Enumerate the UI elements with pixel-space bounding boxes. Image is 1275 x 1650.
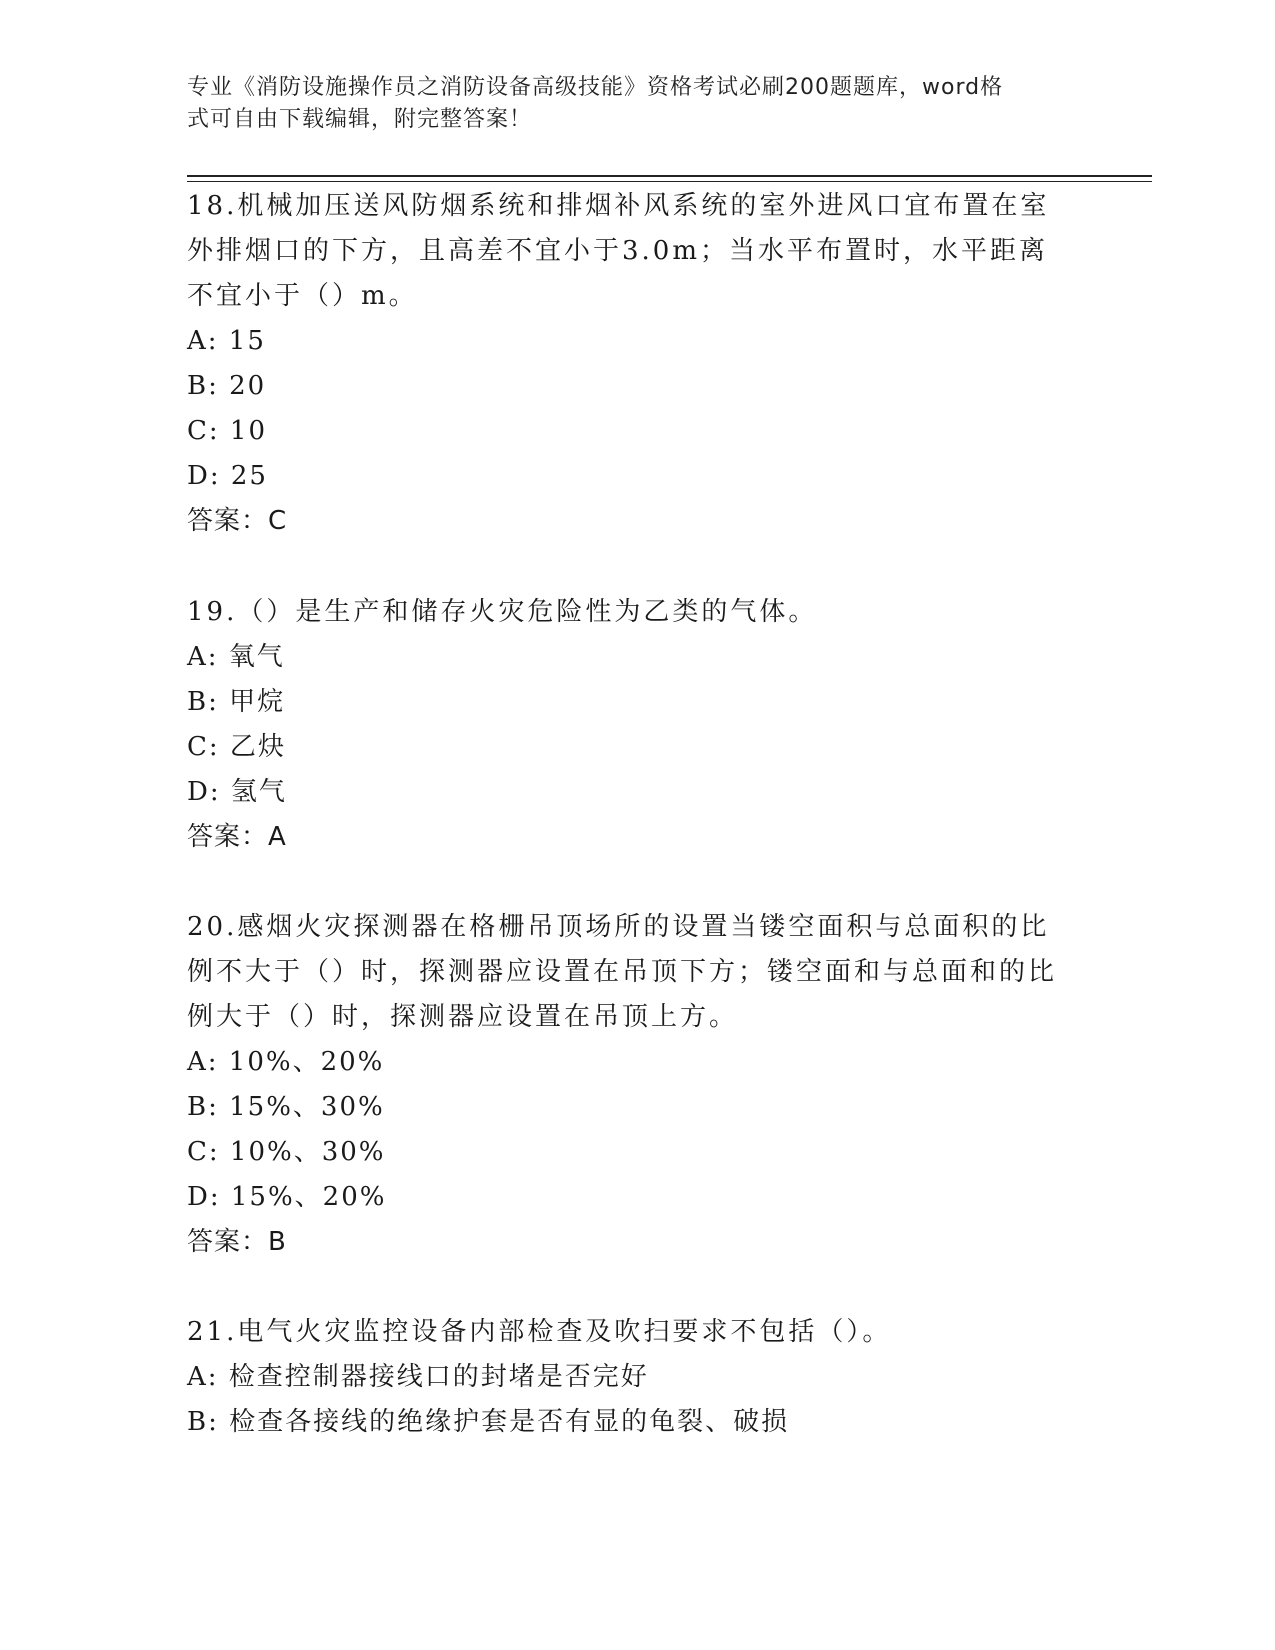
question-stem: 20.感烟火灾探测器在格栅吊顶场所的设置当镂空面积与总面积的比例不大于（）时，探测器应设置在吊顶下方；镂空面和与总面和的比例大于（）时，探测器应设置在吊顶上方。 bbox=[187, 912, 1058, 1032]
option-b: B: 甲烷 bbox=[187, 687, 286, 717]
option-d: D: 15%、20% bbox=[187, 1182, 387, 1212]
option-b: B: 20 bbox=[187, 371, 267, 401]
question-20 bbox=[187, 905, 1067, 1265]
option-d: D: 氢气 bbox=[187, 777, 287, 807]
option-c: C: 10 bbox=[187, 416, 268, 446]
answer-line: 答案：B bbox=[187, 1227, 287, 1257]
question-stem: 21.电气火灾监控设备内部检查及吹扫要求不包括（）。 bbox=[187, 1317, 892, 1347]
header-line-2: 式可自由下载编辑，附完整答案！ bbox=[187, 107, 533, 132]
question-stem: 19.（）是生产和储存火灾危险性为乙类的气体。 bbox=[187, 597, 818, 627]
header-divider-thick bbox=[187, 175, 1152, 177]
option-c: C: 乙炔 bbox=[187, 732, 286, 762]
question-stem: 18.机械加压送风防烟系统和排烟补风系统的室外进风口宜布置在室外排烟口的下方，且高差不宜小于3.0m；当水平布置时，水平距离不宜小于（）m。 bbox=[187, 191, 1050, 311]
question-19 bbox=[187, 590, 1067, 860]
document-header bbox=[187, 72, 1067, 136]
answer-line: 答案：C bbox=[187, 506, 288, 536]
question-21 bbox=[187, 1310, 1067, 1445]
question-18 bbox=[187, 184, 1067, 544]
header-line-1: 专业《消防设施操作员之消防设备高级技能》资格考试必刷200题题库，word格 bbox=[187, 75, 1004, 100]
option-b: B: 检查各接线的绝缘护套是否有显的龟裂、破损 bbox=[187, 1407, 790, 1437]
option-a: A: 检查控制器接线口的封堵是否完好 bbox=[187, 1362, 649, 1392]
option-a: A: 氧气 bbox=[187, 642, 285, 672]
option-a: A: 10%、20% bbox=[187, 1047, 385, 1077]
header-divider-thin bbox=[187, 181, 1152, 182]
option-c: C: 10%、30% bbox=[187, 1137, 386, 1167]
option-b: B: 15%、30% bbox=[187, 1092, 385, 1122]
option-a: A: 15 bbox=[187, 326, 266, 356]
answer-line: 答案：A bbox=[187, 822, 287, 852]
option-d: D: 25 bbox=[187, 461, 268, 491]
